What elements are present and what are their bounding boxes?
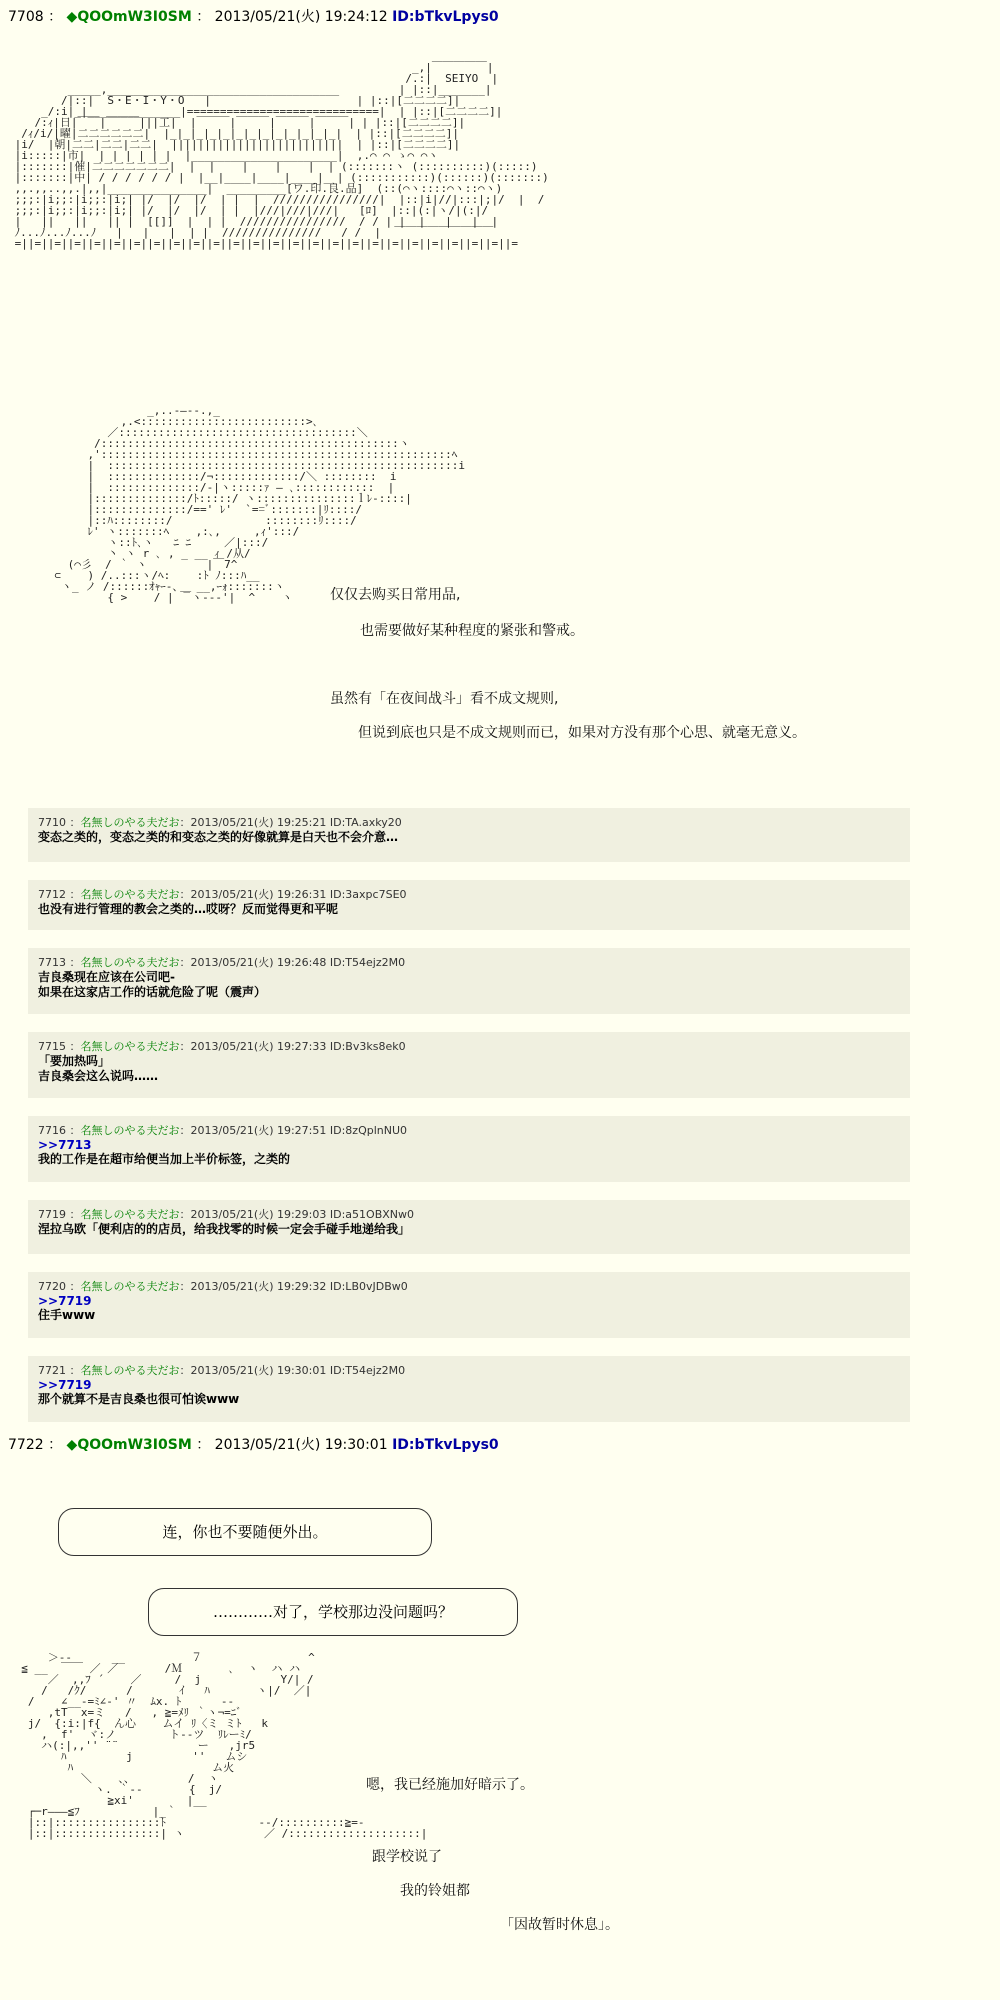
reply-id[interactable]: ID:LB0vJDBw0 <box>329 1280 408 1293</box>
reply-body: 也没有进行管理的教会之类的…哎呀？反而觉得更和平呢 <box>38 902 339 916</box>
reply-post <box>28 948 910 1014</box>
reply-name[interactable]: 名無しのやる夫だお <box>80 956 180 969</box>
reply-name[interactable]: 名無しのやる夫だお <box>80 1040 180 1053</box>
narration-line-2: 也需要做好某种程度的紧张和警戒。 <box>360 623 584 639</box>
reply-body: 那个就算不是吉良桑也很可怕诶www <box>38 1392 240 1406</box>
speech-bubble-1 <box>58 1508 432 1556</box>
reply-anchor-link[interactable]: >>7719 <box>38 1378 92 1392</box>
character-ascii-art-2: ＞-‐ __ ７ ^ ≦ __ ￣￣ ／ ／ /Ｍ ､ ヽ ハ ハ ／ ,,ﾌ ´ ／ / j Y/| / / /ｸ/ / ｲ ﾊ ヽ|/ ／| / ∠__-=ﾐ∠-' 〃 ﾑx. ﾄ -‐ ,tT x=ミ / , ≧=ﾒﾘ ｀ヽ¬=ﾆﾞ j/ {:i:|f{ ん心 ムイ ﾘ〈ミ ミﾄ k , f' ヾ:ノ ト-‐ツ ﾘﾚーﾐ/ ハ(:|,,'' ¨¨ ー ,jr5 ﾊ j '' ムシ ﾊ ム火 ＼ 、、 / ヽ ヽ. ｀-‐ { j/ ≧xi' |__ ┌─r―――≦ﾌ |_｀ |::|::::::::::::::::ﾄ -‐/::::::::::≧=- |::|::::::::::::::::| ヽ ／ /::::::::::::::::::::| <box>21 1651 428 1840</box>
poster-name[interactable]: ◆QOOmW3I0SM <box>66 1437 192 1453</box>
reply-name[interactable]: 名無しのやる夫だお <box>80 1364 180 1377</box>
store-ascii-art: _,|￣￣￣￣￣| /.:| SEIYO | _____,___________________________________ | |::|_______| /|::| S・E・I・Y・O | | |::|[二二二二]| _/:i|_|______________|=============================| | |::|[二二二二]| /:ｨ|日|￣￣|￣￣￣|||工| |￣￣￣|￣￣￣|￣￣￣|￣￣￣| | |::|[二二二二]| /ｨ/i/|曜|二二二二二二| |_|_|_|_|_|_|_|_|_|_|_|_|_| | |::|[二二二二]| |i/ |朝|二二|二二|二二| |||||||||||||||||||||||||| | |::|[二二二二]| |i:::::|市| | | | | | | |______________________| ,.⌒ ⌒ ゝ⌒ ⌒ヽ |:::::::|催|二二二二二二二| | | | | | | (:::::::ヽ (::::::::::)(:::::) |:::::::|中| / / / / / / | |__|____|____|____|__| (:::::::::::)(::::::)(:::::::) ,,.,,..,,.|,,|_______________| _________[ワ.印.良.品] (::(⌒ヽ::::⌒ヽ::⌒ヽ) ;;;:|i;;:|i;;:|i;| |/ |/ |/ | | | ////////////////| |::|i|//|:::|;|/ | / ;;;:|i;;:|i;;:|i;| |/ |/ |/ | | |///|///|///| [ﾛ] |::|(:|ヽ/|(:|/ | || || || | [[]] | | | //////////////// / / | | | | | | ﾉ...ﾉ...ﾉ...ﾉ | | | | | /////////////// / / | ￣￣￣￣￣￣￣￣￣ =||=||=||=||=||=||=||=||=||=||=||=||=||=||=||=||=||=||=||=||=||=||=||=||=||= <box>14 61 549 250</box>
poster-name[interactable]: ◆QOOmW3I0SM <box>66 9 192 25</box>
post-date: 2013/05/21(火) 19:30:01 <box>214 1437 388 1453</box>
reply-post <box>28 1116 910 1182</box>
reply-id[interactable]: ID:8zQplnNU0 <box>329 1124 408 1137</box>
speech-bubble-2 <box>148 1588 518 1636</box>
reply-body: 我的工作是在超市给便当加上半价标签，之类的 <box>38 1152 291 1166</box>
reply-name[interactable]: 名無しのやる夫だお <box>80 1124 180 1137</box>
reply-body: 「要加热吗」 吉良桑会这么说吗…… <box>38 1054 159 1083</box>
reply-id[interactable]: ID:a51OBXNw0 <box>329 1208 415 1221</box>
narration-line-4: 但说到底也只是不成文规则而已，如果对方没有那个心思、就毫无意义。 <box>358 725 806 741</box>
store-sign-bottom: [ワ.印.良.品] <box>286 182 364 195</box>
reply-body: 住手www <box>38 1308 96 1322</box>
speech-bubble-text: …………对了，学校那边没问题吗？ <box>212 1603 453 1621</box>
reply-id[interactable]: ID:T54ejz2M0 <box>329 956 406 969</box>
narration-line-1: 仅仅去购买日常用品, <box>330 587 461 603</box>
narration2-line-2: 跟学校说了 <box>372 1849 442 1865</box>
store-sign-right: SEIYO <box>445 72 479 85</box>
post-number: 7708 <box>8 9 44 25</box>
narration2-line-3: 我的铃姐都 <box>400 1883 470 1899</box>
poster-id[interactable]: ID:bTkvLpys0 <box>392 1437 499 1453</box>
reply-id[interactable]: ID:Bv3ks8ek0 <box>329 1040 406 1053</box>
post-header-7722: 7722 ： ◆QOOmW3I0SM ： 2013/05/21(火) 19:30:01 ID:bTkvLpys0 <box>8 1437 499 1453</box>
post-header-7708: 7708 ： ◆QOOmW3I0SM ： 2013/05/21(火) 19:24:12 ID:bTkvLpys0 <box>8 9 499 25</box>
store-sign-left: S・E・I・Y・O <box>107 94 185 107</box>
reply-name[interactable]: 名無しのやる夫だお <box>80 816 180 829</box>
reply-anchor-link[interactable]: >>7713 <box>38 1138 92 1152</box>
reply-post <box>28 1272 910 1338</box>
reply-header: 7719 ：名無しのやる夫だお：2013/05/21(火) 19:29:03 ID:a51OBXNw0 <box>38 1208 415 1221</box>
character-ascii-art-1: _,..-―‐-.,_ ,.<:::::::::::::::::::::::::>､ ／::::::::::::::::::::::::::::::::::::＼ /:::::::::::::::::::::::::::::::::::::::::::::ヽ ,':::::::::::::::::::::::::::::::::::::::::::::::::::::ﾍ | :::::::::::::::::::::::::::::::::::::::::::::::::::::i | ::::::::::::::/¬:::::::::::::/＼ :::::::: i | ::::::::::::::/‐|ヽ:::::ｧ ― ､:::::::::::: | |::::::::::::::/ﾄ:::::/ ヽ:::::::::::::::ｌﾚ‐::::| |::::::::::::::/==' ﾚ' `==ﾞ:::::::|ﾘ::::/ |::ﾊ::::::::/ ::::::::ﾘ::::/ ﾚ' ヽ:::::::ﾍ ,:､, ,ｨ':::/ ヽ::ﾄ､ヽ ﾆ ﾆ ／|:::/ 丶 ヽ r ､ , _ __ ｨ /从/ (⌒彡 / ｀ ヽ |￣7^ ⊂ ) /..:::ヽ/ﾍ: :ﾄ ﾉ:::ﾊ__ ヽ_ ノ /::::::ｵｬｰ-、_ __,ｰｫ:::::::ヽ { > / | ￣ヽ--‐'| ^ ヽ <box>54 404 465 604</box>
reply-header: 7716 ：名無しのやる夫だお：2013/05/21(火) 19:27:51 ID:8zQplnNU0 <box>38 1124 408 1137</box>
reply-id[interactable]: ID:T54ejz2M0 <box>329 1364 406 1377</box>
reply-header: 7710 ：名無しのやる夫だお：2013/05/21(火) 19:25:21 ID:TA.axky20 <box>38 816 402 829</box>
reply-name[interactable]: 名無しのやる夫だお <box>80 1280 180 1293</box>
reply-name[interactable]: 名無しのやる夫だお <box>80 1208 180 1221</box>
reply-header: 7720 ：名無しのやる夫だお：2013/05/21(火) 19:29:32 ID:LB0vJDBw0 <box>38 1280 408 1293</box>
reply-anchor-link[interactable]: >>7719 <box>38 1294 92 1308</box>
reply-body: 变态之类的，变态之类的和变态之类的好像就算是白天也不会介意… <box>38 830 399 844</box>
post-date: 2013/05/21(火) 19:24:12 <box>214 9 388 25</box>
speech-bubble-text: 连，你也不要随便外出。 <box>162 1523 328 1541</box>
reply-post <box>28 808 910 862</box>
reply-header: 7721 ：名無しのやる夫だお：2013/05/21(火) 19:30:01 ID:T54ejz2M0 <box>38 1364 406 1377</box>
poster-id[interactable]: ID:bTkvLpys0 <box>392 9 499 25</box>
reply-id[interactable]: ID:3axpc7SE0 <box>329 888 407 901</box>
reply-body: 吉良桑现在应该在公司吧- 如果在这家店工作的话就危险了呢（震声） <box>38 970 267 999</box>
reply-header: 7715 ：名無しのやる夫だお：2013/05/21(火) 19:27:33 ID:Bv3ks8ek0 <box>38 1040 406 1053</box>
narration-line-3: 虽然有「在夜间战斗」看不成文规则, <box>330 691 559 707</box>
reply-header: 7713 ：名無しのやる夫だお：2013/05/21(火) 19:26:48 ID:T54ejz2M0 <box>38 956 406 969</box>
reply-id[interactable]: ID:TA.axky20 <box>329 816 402 829</box>
reply-name[interactable]: 名無しのやる夫だお <box>80 888 180 901</box>
post-number: 7722 <box>8 1437 44 1453</box>
narration2-line-4: 「因故暂时休息」。 <box>500 1917 619 1933</box>
reply-body: 涅拉乌欧「便利店的的店员，给我找零的时候一定会手碰手地递给我」 <box>38 1222 411 1236</box>
reply-post <box>28 880 910 930</box>
reply-post <box>28 1356 910 1422</box>
reply-header: 7712 ：名無しのやる夫だお：2013/05/21(火) 19:26:31 ID:3axpc7SE0 <box>38 888 407 901</box>
reply-post <box>28 1032 910 1098</box>
reply-post <box>28 1200 910 1254</box>
narration2-line-1: 嗯，我已经施加好暗示了。 <box>366 1777 534 1793</box>
